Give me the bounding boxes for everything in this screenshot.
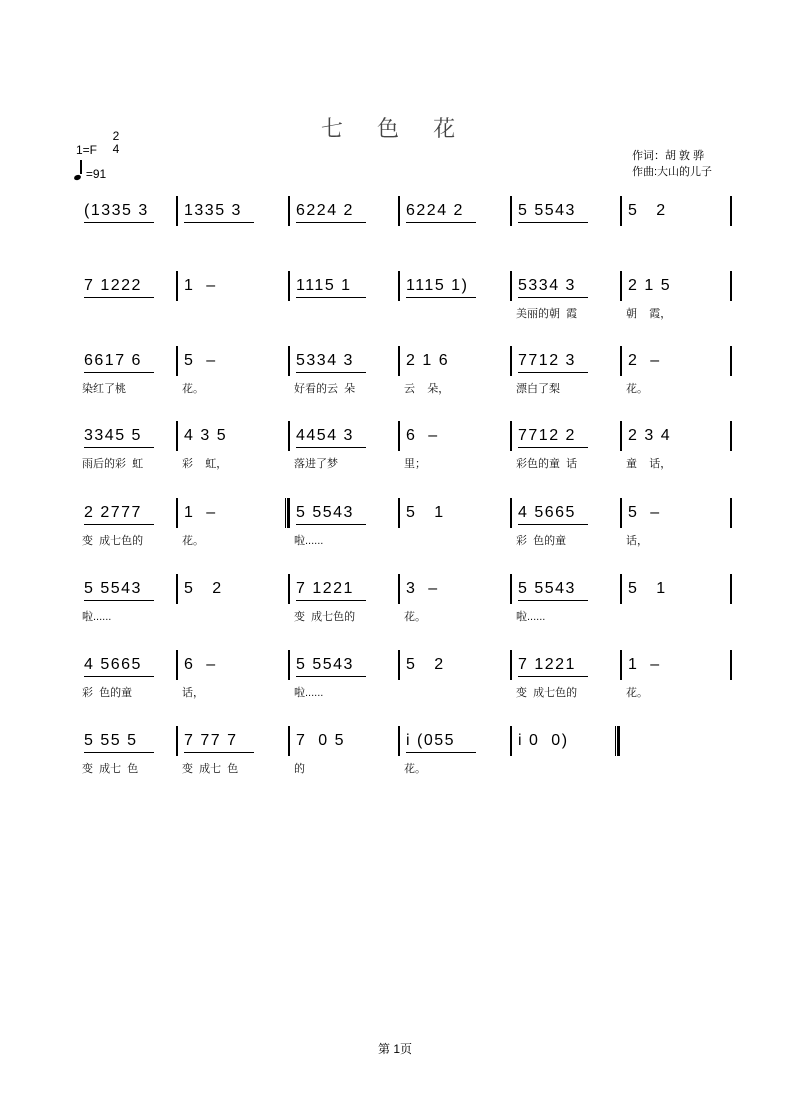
song-title: 七 色 花 [320, 116, 470, 141]
measure: 4 3 5 [184, 427, 228, 444]
beam-line [518, 222, 588, 223]
measure: 6617 6 [84, 352, 142, 369]
score-line [0, 656, 790, 726]
barline [620, 498, 622, 528]
beam-line [296, 676, 366, 677]
measure: 4 5665 [84, 656, 142, 673]
barline [398, 421, 400, 451]
beam-line [296, 524, 366, 525]
tempo-marking [74, 164, 106, 181]
beam-line [518, 524, 588, 525]
lyric: 漂白了梨 [516, 383, 560, 395]
beam-line [296, 372, 366, 373]
lyric: 话， [626, 535, 648, 547]
measure: 5 5543 [518, 580, 576, 597]
beam-line [296, 297, 366, 298]
beam-line [296, 222, 366, 223]
lyric: 话， [182, 687, 204, 699]
barline [510, 726, 512, 756]
measure: 5 2 [406, 656, 445, 673]
measure: 1115 1 [296, 277, 352, 294]
measure: 5 5543 [296, 504, 354, 521]
measure: 5 – [628, 504, 661, 521]
lyric: 美丽的朝 霞 [516, 308, 578, 320]
barline [510, 421, 512, 451]
beam-line [518, 372, 588, 373]
score-line [0, 732, 790, 802]
measure: 4 5665 [518, 504, 576, 521]
barline [620, 421, 622, 451]
beam-line [296, 600, 366, 601]
lyricist-credit: 作词：胡 敦 骅 [632, 150, 705, 162]
lyric: 的 [294, 763, 305, 775]
barline [288, 271, 290, 301]
lyric: 彩 虹， [182, 458, 228, 470]
measure: 5 5543 [84, 580, 142, 597]
barline [510, 650, 512, 680]
lyric: 变 成七 色 [82, 763, 139, 775]
measure: 2 1 6 [406, 352, 450, 369]
measure: 5 1 [628, 580, 667, 597]
measure: 5 1 [406, 504, 445, 521]
measure: 5 2 [184, 580, 223, 597]
beam-line [406, 297, 476, 298]
lyric: 染红了桃 [82, 383, 126, 395]
lyric: 彩色的童 话 [516, 458, 578, 470]
barline [288, 196, 290, 226]
lyric: 花。 [404, 611, 426, 623]
barline [730, 271, 732, 301]
barline [288, 650, 290, 680]
repeat-barline [285, 498, 290, 528]
measure: 2 2777 [84, 504, 142, 521]
beam-line [84, 447, 154, 448]
measure: i (055 [406, 732, 456, 749]
measure: 5 – [184, 352, 217, 369]
barline [730, 498, 732, 528]
lyric: 彩 色的童 [82, 687, 133, 699]
key-signature: 1=F [76, 143, 98, 157]
barline [176, 726, 178, 756]
score-line [0, 580, 790, 650]
barline [510, 498, 512, 528]
measure: 3345 5 [84, 427, 142, 444]
barline [730, 346, 732, 376]
barline [730, 421, 732, 451]
barline [176, 271, 178, 301]
measure: 6 – [184, 656, 217, 673]
barline [398, 574, 400, 604]
lyric: 童 话， [626, 458, 672, 470]
barline [176, 196, 178, 226]
barline [398, 346, 400, 376]
lyric: 变 成七色的 [82, 535, 144, 547]
barline [620, 271, 622, 301]
score-line [0, 427, 790, 497]
measure: 4454 3 [296, 427, 354, 444]
lyric: 啦...... [82, 611, 112, 623]
beam-line [518, 297, 588, 298]
beam-line [296, 447, 366, 448]
time-denominator: 4 [112, 142, 120, 156]
measure: 7 1222 [84, 277, 142, 294]
barline [730, 650, 732, 680]
barline [288, 346, 290, 376]
beam-line [406, 752, 476, 753]
lyric: 啦...... [294, 687, 324, 699]
barline [620, 574, 622, 604]
beam-line [184, 752, 254, 753]
barline [730, 574, 732, 604]
time-numerator: 2 [112, 129, 120, 143]
lyric: 雨后的彩 虹 [82, 458, 144, 470]
score-line [0, 277, 790, 347]
barline [510, 271, 512, 301]
measure: 7 1221 [296, 580, 354, 597]
final-barline [615, 726, 620, 756]
quarter-note-icon [74, 167, 83, 181]
barline [176, 574, 178, 604]
measure: 5 2 [628, 202, 667, 219]
measure: 2 – [628, 352, 661, 369]
measure: 5334 3 [296, 352, 354, 369]
lyric: 好看的云 朵 [294, 383, 356, 395]
barline [730, 196, 732, 226]
barline [620, 650, 622, 680]
tempo-value: =91 [85, 167, 107, 181]
lyric: 啦...... [294, 535, 324, 547]
measure: (1335 3 [84, 202, 149, 219]
measure: 1 – [184, 277, 217, 294]
measure: 5 55 5 [84, 732, 138, 749]
beam-line [84, 600, 154, 601]
measure: 7712 2 [518, 427, 576, 444]
lyric: 彩 色的童 [516, 535, 567, 547]
lyric: 落进了梦 [294, 458, 338, 470]
beam-line [84, 676, 154, 677]
beam-line [518, 600, 588, 601]
measure: 1115 1) [406, 277, 469, 294]
measure: 7712 3 [518, 352, 576, 369]
barline [398, 271, 400, 301]
lyric: 云 朵， [404, 383, 450, 395]
measure: 2 1 5 [628, 277, 672, 294]
measure: 3 – [406, 580, 439, 597]
barline [510, 346, 512, 376]
barline [176, 498, 178, 528]
barline [510, 574, 512, 604]
composer-credit: 作曲:大山的儿子 [632, 166, 713, 178]
barline [398, 196, 400, 226]
time-signature [110, 130, 122, 156]
barline [176, 421, 178, 451]
lyric: 花。 [626, 383, 648, 395]
lyric: 啦...... [516, 611, 546, 623]
lyric: 变 成七色的 [516, 687, 578, 699]
barline [398, 498, 400, 528]
lyric: 花。 [182, 535, 204, 547]
measure: 5 5543 [518, 202, 576, 219]
lyric: 花。 [404, 763, 426, 775]
measure: 1 – [184, 504, 217, 521]
measure: i 0 0) [518, 732, 569, 749]
measure: 7 0 5 [296, 732, 346, 749]
credits [632, 148, 712, 180]
barline [620, 196, 622, 226]
lyric: 花。 [182, 383, 204, 395]
measure: 5334 3 [518, 277, 576, 294]
beam-line [84, 524, 154, 525]
barline [620, 346, 622, 376]
beam-line [406, 222, 476, 223]
barline [176, 346, 178, 376]
beam-line [84, 297, 154, 298]
barline [288, 726, 290, 756]
beam-line [518, 676, 588, 677]
measure: 6224 2 [406, 202, 464, 219]
lyric: 变 成七 色 [182, 763, 239, 775]
lyric: 里； [404, 458, 426, 470]
measure: 1 – [628, 656, 661, 673]
score-line [0, 504, 790, 574]
measure: 6 – [406, 427, 439, 444]
measure: 5 5543 [296, 656, 354, 673]
lyric: 朝 霞， [626, 308, 672, 320]
beam-line [518, 447, 588, 448]
barline [176, 650, 178, 680]
measure: 6224 2 [296, 202, 354, 219]
barline [288, 574, 290, 604]
lyric: 变 成七色的 [294, 611, 356, 623]
lyric: 花。 [626, 687, 648, 699]
barline [398, 650, 400, 680]
barline [288, 421, 290, 451]
beam-line [84, 752, 154, 753]
measure: 7 77 7 [184, 732, 238, 749]
measure: 7 1221 [518, 656, 576, 673]
score-line [0, 202, 790, 272]
measure: 1335 3 [184, 202, 242, 219]
barline [398, 726, 400, 756]
beam-line [84, 222, 154, 223]
page-footer: 第 1页 [377, 1042, 412, 1056]
beam-line [84, 372, 154, 373]
barline [510, 196, 512, 226]
score-line [0, 352, 790, 422]
beam-line [184, 222, 254, 223]
measure: 2 3 4 [628, 427, 672, 444]
